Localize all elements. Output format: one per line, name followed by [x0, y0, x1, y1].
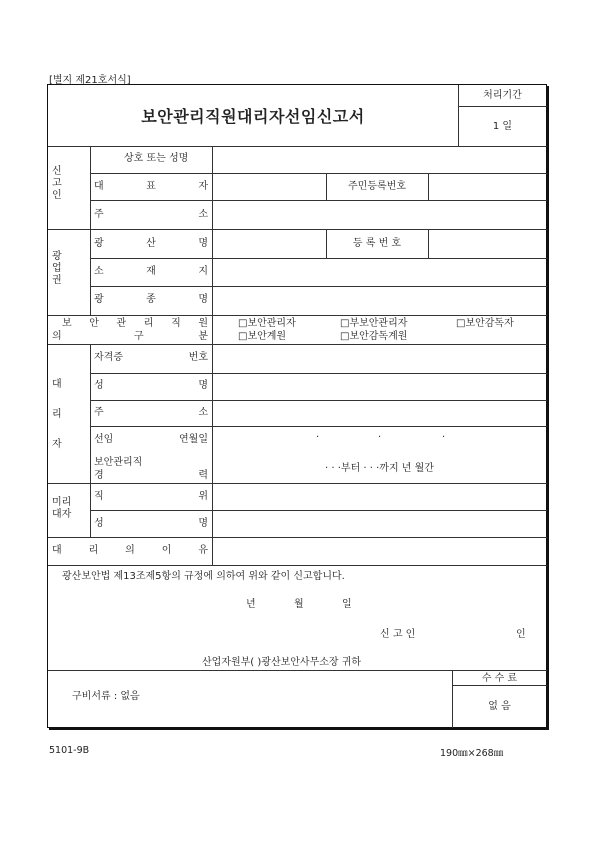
registration-number-label: 등 록 번 호: [352, 238, 402, 249]
appointment-date-dot: ·: [316, 432, 320, 443]
processing-period-label: 처리기간: [483, 90, 522, 101]
career-period: · · ·부터 · · ·까지 년 월간: [325, 463, 434, 474]
divider: [90, 200, 547, 201]
date-month-label: 월: [294, 599, 304, 610]
divider: [452, 685, 547, 686]
mine-name-label: 광 산 명: [94, 238, 208, 249]
date-year-label: 년: [246, 599, 256, 610]
divider: [48, 483, 547, 484]
trade-name-label: 상호 또는 성명: [124, 153, 189, 164]
option-security-supervisor[interactable]: □보안감독자: [456, 318, 514, 329]
option-security-supervisor-staff[interactable]: □보안감독계원: [340, 331, 408, 342]
mine-location-label: 소 재 지: [94, 266, 208, 277]
fee-value: 없 음: [488, 701, 511, 712]
divider: [90, 344, 91, 537]
seal-mark: 인: [516, 629, 526, 640]
form-number-label: [별지 제21호서식]: [49, 75, 131, 86]
option-security-manager[interactable]: □보안관리자: [238, 318, 296, 329]
divider: [90, 258, 547, 259]
divider: [428, 229, 429, 258]
divider: [212, 146, 213, 565]
divider: [48, 344, 547, 345]
form-code: 5101-9B: [49, 745, 90, 756]
signer-label: 신 고 인: [380, 629, 416, 640]
appointment-date-dot: ·: [378, 432, 382, 443]
divider: [90, 286, 547, 287]
addressee: 산업자원부( )광산보안사무소장 귀하: [202, 657, 362, 668]
option-deputy-security-manager[interactable]: □부보안관리자: [340, 318, 408, 329]
divider: [428, 173, 429, 200]
deputy-name-label: 성 명: [94, 380, 208, 391]
divider: [90, 510, 547, 511]
form-frame: 보안관리직원대리자선임신고서 처리기간 1 일 신 고 인 상호 또는 성명 대 표 자 주민등록번호 주 소 광 업 권 광 산 명 등 록 번 호 소 재 지 광 종 명 보 안 관 리 직 원 의 구 분 □보안관리자 □부보안관리자 □보안감독자 □보안계원 □보안감독계원 대 리 자 자격증 번호 성 명 주 소 선임 연월일 · · · 보안관리직 경 력 · · ·부터 · · ·까지 년 월간 미리 대자 직 위 성 명 대 리 의 이 유 광산보안법 제13조제5항의 규정에 의하여 위와 같이 신고합니다. 년 월 일 신 고 인 인 산업자원부( )광산보안사무소장 귀하 구비서류 : 없음 수 수 료 없 음: [47, 84, 547, 728]
career-label-top: 보안관리직: [94, 457, 143, 468]
reporter-address-label: 주 소: [94, 209, 208, 220]
date-day-label: 일: [342, 599, 352, 610]
deputy-section-label-1: 대: [52, 379, 62, 390]
divider: [90, 146, 91, 315]
divider: [90, 426, 547, 427]
divider: [458, 106, 547, 107]
appointment-date-dot: ·: [442, 432, 446, 443]
mineral-type-label: 광 종 명: [94, 294, 208, 305]
required-documents: 구비서류 : 없음: [72, 691, 140, 702]
divider: [90, 173, 547, 174]
representative-label: 대 표 자: [94, 181, 208, 192]
divider: [48, 565, 547, 566]
staff-category-label-top: 보 안 관 리 직 원: [62, 318, 208, 329]
license-number-label: 자격증 번호: [94, 352, 208, 363]
appointment-date-label: 선임 연월일: [94, 434, 208, 445]
former-position-label: 직 위: [94, 491, 208, 502]
processing-period-value: 1 일: [492, 121, 513, 132]
career-label-bottom: 경 력: [94, 470, 208, 481]
deputy-section-label-3: 자: [52, 439, 62, 450]
divider: [90, 400, 547, 401]
former-name-label: 성 명: [94, 518, 208, 529]
divider: [48, 537, 547, 538]
page-title: 보안관리직원대리자선임신고서: [141, 107, 365, 126]
option-security-staff[interactable]: □보안계원: [238, 331, 287, 342]
divider: [48, 229, 547, 230]
reporter-section-label: 신 고 인: [52, 166, 62, 201]
paper-size: 190㎜×268㎜: [440, 748, 504, 759]
mining-right-section-label: 광 업 권: [52, 251, 62, 286]
divider: [48, 146, 547, 147]
divider: [48, 670, 547, 671]
declaration-text: 광산보안법 제13조제5항의 규정에 의하여 위와 같이 신고합니다.: [62, 571, 345, 582]
divider: [48, 315, 547, 316]
deputy-reason-label: 대 리 의 이 유: [52, 545, 208, 556]
divider: [90, 373, 547, 374]
former-section-label: 미리 대자: [52, 497, 72, 520]
resident-number-label: 주민등록번호: [348, 181, 406, 192]
fee-label: 수 수 료: [481, 673, 518, 684]
deputy-address-label: 주 소: [94, 407, 208, 418]
deputy-section-label-2: 리: [52, 409, 62, 420]
